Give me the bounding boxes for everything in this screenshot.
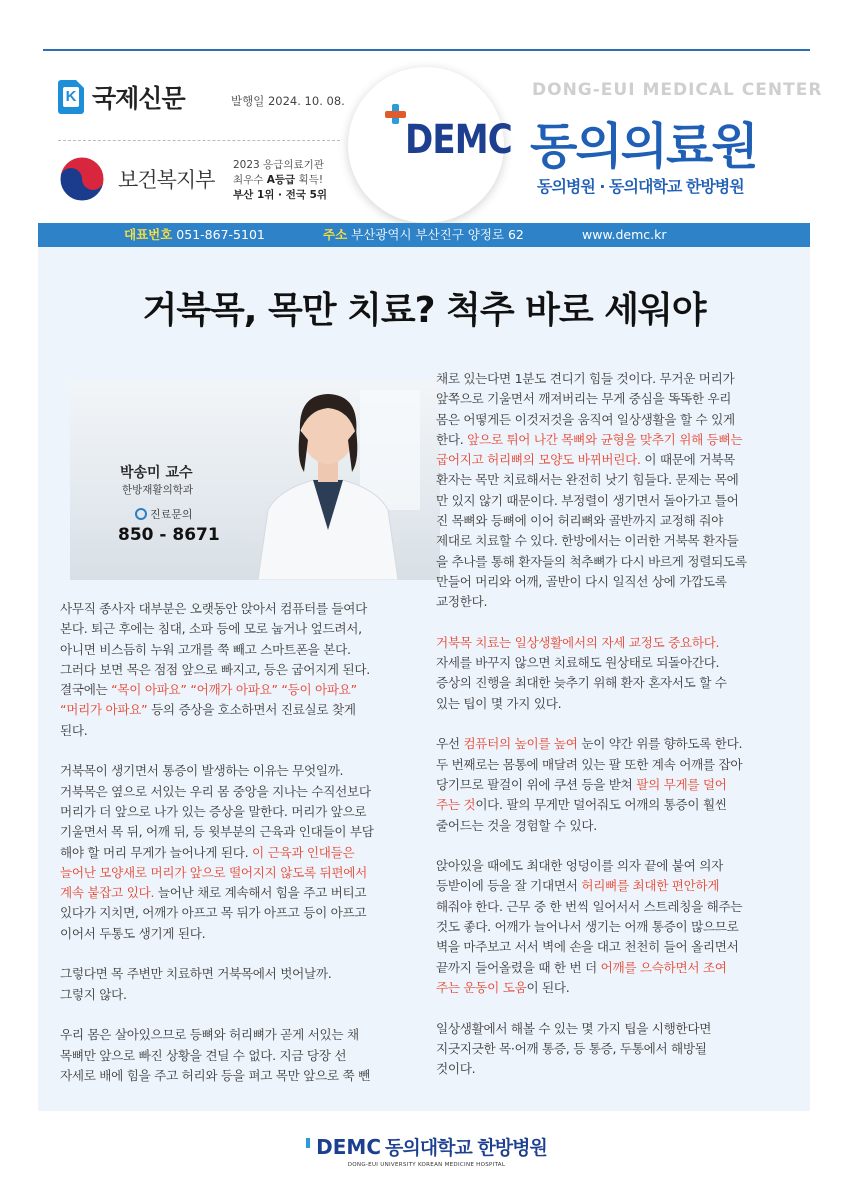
footer <box>0 1133 853 1168</box>
text-line: 몸은 어떻게든 이것저것을 움직여 일상생활을 할 수 있게 <box>436 411 735 427</box>
text-line: 우선 컴퓨터의 높이를 높여 눈이 약간 위를 향하도록 한다. <box>436 736 743 752</box>
doctor-department: 한방재활의학과 <box>122 484 194 496</box>
footer-hospital-name: 동의대학교 한방병원 <box>385 1137 547 1159</box>
award-line: 2023 응급의료기관 <box>233 159 324 171</box>
text-line: 거북목이 생기면서 통증이 발생하는 이유는 무엇일까. <box>60 763 344 779</box>
text-line: 된다. <box>60 722 88 738</box>
contact-label: 진료문의 <box>135 506 193 522</box>
text-line: 머리가 더 앞으로 나가 있는 증상을 말한다. 머리가 앞으로 <box>60 803 367 819</box>
hospital-korean-name: 동의의료원 <box>530 118 757 175</box>
text-line: 있다가 지치면, 어깨가 아프고 목 뒤가 아프고 등이 아프고 <box>60 905 367 921</box>
text-line: 해야 할 머리 무게가 늘어나게 된다. 이 근육과 인대들은 <box>60 844 355 860</box>
phone-info: 대표번호 051-867-5101 <box>124 227 265 242</box>
text-line: 을 추나를 통해 환자들의 척추뼈가 다시 바르게 정렬되도록 <box>436 553 747 569</box>
text-line: 본다. 퇴근 후에는 침대, 소파 등에 모로 눕거나 엎드려서, <box>60 621 362 637</box>
text-line: 기울면서 목 뒤, 어깨 뒤, 등 윗부분의 근육과 인대들이 부담 <box>60 824 374 840</box>
text-line: “머리가 아파요” 등의 증상을 호소하면서 진료실로 찾게 <box>60 702 356 718</box>
newspaper-k-icon: K <box>58 80 84 114</box>
text-line: 거북목은 옆으로 서있는 우리 몸 중앙을 지나는 수직선보다 <box>60 783 371 799</box>
newspaper-name: 국제신문 <box>92 84 185 113</box>
top-rule <box>43 49 810 51</box>
text-line: 증상의 진행을 최대한 늦추기 위해 환자 혼자서도 할 수 <box>436 675 727 691</box>
text-line: 교정한다. <box>436 594 488 610</box>
text-line: 있는 팁이 몇 가지 있다. <box>436 695 562 711</box>
text-line: 거북목 치료는 일상생활에서의 자세 교정도 중요하다. <box>436 634 720 650</box>
text-line: 진 목뼈와 등뼈에 이어 허리뼈와 골반까지 교정해 줘야 <box>436 513 723 529</box>
text-line: 늘어난 모양새로 머리가 앞으로 떨어지지 않도록 뒤편에서 <box>60 864 367 880</box>
text-line: 일상생활에서 해볼 수 있는 몇 가지 팁을 시행한다면 <box>436 1020 712 1036</box>
text-line: 계속 붙잡고 있다. 늘어난 채로 계속해서 힘을 주고 버티고 <box>60 885 367 901</box>
article <box>38 247 810 1111</box>
doctor-illustration <box>238 380 418 580</box>
ministry-name: 보건복지부 <box>118 168 215 192</box>
text-line: 아니면 비스듬히 누워 고개를 쭉 빼고 스마트폰을 본다. <box>60 641 351 657</box>
text-line: 환자는 목만 치료해서는 완전히 낫기 힘들다. 문제는 목에 <box>436 472 739 488</box>
doctor-name: 박송미 교수 <box>120 465 193 481</box>
text-line: 자세로 배에 힘을 주고 허리와 등을 펴고 목만 앞으로 쭉 뺀 <box>60 1067 370 1083</box>
article-headline: 거북목, 목만 치료? 척추 바로 세워야 <box>142 290 706 331</box>
footer-demc-logo: DEMC <box>306 1135 381 1159</box>
text-line: 굽어지고 허리뼈의 모양도 바뀌버린다. 이 때문에 거북목 <box>436 452 735 468</box>
info-bar <box>38 223 810 247</box>
doctor-photo <box>70 380 440 580</box>
hospital-english-name: DONG-EUI MEDICAL CENTER <box>532 80 823 100</box>
text-line: 벽을 마주보고 서서 벽에 손을 대고 천천히 들어 올리면서 <box>436 939 739 955</box>
address-info: 주소 부산광역시 부산진구 양정로 62 <box>323 227 524 242</box>
text-line: 줄어드는 것을 경험할 수 있다. <box>436 817 597 833</box>
text-line: 목뼈만 앞으로 빠진 상황을 견딜 수 없다. 지금 당장 선 <box>60 1047 347 1063</box>
text-line: 만들어 머리와 어깨, 골반이 다시 일직선 상에 가깝도록 <box>436 573 727 589</box>
taegeuk-icon <box>58 155 106 203</box>
dashed-divider <box>58 140 340 141</box>
newspaper-logo <box>58 79 185 115</box>
phone-icon <box>135 508 147 520</box>
text-line: 앉아있을 때에도 최대한 엉덩이를 의자 끝에 붙여 의자 <box>436 858 723 874</box>
award-line: 부산 1위 · 전국 5위 <box>233 189 328 201</box>
article-right-column <box>436 369 808 1079</box>
ministry-logo <box>58 155 214 203</box>
text-line: 자세를 바꾸지 않으면 치료해도 원상태로 되돌아간다. <box>436 655 720 671</box>
doctor-phone: 850 - 8671 <box>118 525 220 545</box>
hospital-subtitle: 동의병원 · 동의대학교 한방병원 <box>537 177 744 196</box>
text-line: 우리 몸은 살아있으므로 등뼈와 허리뼈가 곧게 서있는 채 <box>60 1027 359 1043</box>
demc-logo-text: DEMC <box>405 117 512 163</box>
text-line: 앞쪽으로 기울면서 깨져버리는 무게 중심을 똑똑한 우리 <box>436 391 732 407</box>
award-line: 최우수 A등급 획득! <box>233 174 324 186</box>
text-line: 주는 것이다. 팔의 무게만 덜어줘도 어깨의 통증이 훨씬 <box>436 797 727 813</box>
text-line: 사무직 종사자 대부분은 오랫동안 앉아서 컴퓨터를 들여다 <box>60 601 367 616</box>
text-line: 그러다 보면 목은 점점 앞으로 빠지고, 등은 굽어지게 된다. <box>60 661 370 677</box>
publish-date: 발행일 2024. 10. 08. <box>231 94 345 108</box>
text-line: 두 번째로는 몸통에 매달려 있는 팔 또한 계속 어깨를 잡아 <box>436 756 743 772</box>
text-line: 것이다. <box>436 1061 476 1077</box>
text-line: 결국에는 “목이 아파요” “어깨가 아파요” “등이 아파요” <box>60 682 357 698</box>
footer-logo <box>306 1133 547 1160</box>
text-line: 끝까지 들어올렸을 때 한 번 더 어깨를 으슥하면서 조여 <box>436 959 727 975</box>
footer-english-name: DONG-EUI UNIVERSITY KOREAN MEDICINE HOSPITAL <box>347 1162 506 1168</box>
text-line: 지긋지긋한 목·어깨 통증, 등 통증, 두통에서 해방될 <box>436 1040 707 1056</box>
text-line: 등받이에 등을 잘 기대면서 허리뼈를 최대한 편안하게 <box>436 878 720 894</box>
text-line: 그렇지 않다. <box>60 986 127 1002</box>
text-line: 그렇다면 목 주변만 치료하면 거북목에서 벗어날까. <box>60 966 332 982</box>
text-line: 당기므로 팔걸이 위에 쿠션 등을 받쳐 팔의 무게를 덜어 <box>436 776 727 792</box>
text-line: 만 있지 않기 때문이다. 부정렬이 생기면서 돌아가고 틀어 <box>436 492 739 508</box>
text-line: 이어서 두통도 생기게 된다. <box>60 925 206 941</box>
text-line: 제대로 치료할 수 있다. 한방에서는 이러한 거북목 환자들 <box>436 533 739 549</box>
text-line: 해줘야 한다. 근무 중 한 번씩 일어서서 스트레칭을 해주는 <box>436 898 743 914</box>
text-line: 한다. 앞으로 튀어 나간 목뼈와 균형을 맞추기 위해 등뼈는 <box>436 431 743 447</box>
article-left-column <box>60 599 428 1086</box>
text-line: 것도 좋다. 어깨가 늘어나서 생기는 어깨 통증이 많으므로 <box>436 919 739 935</box>
cross-icon <box>385 111 406 118</box>
award-text <box>233 158 327 203</box>
website-link[interactable]: www.demc.kr <box>582 227 667 242</box>
text-line: 주는 운동이 도움이 된다. <box>436 979 570 995</box>
text-line: 채로 있는다면 1분도 견디기 힘들 것이다. 무거운 머리가 <box>436 371 735 386</box>
